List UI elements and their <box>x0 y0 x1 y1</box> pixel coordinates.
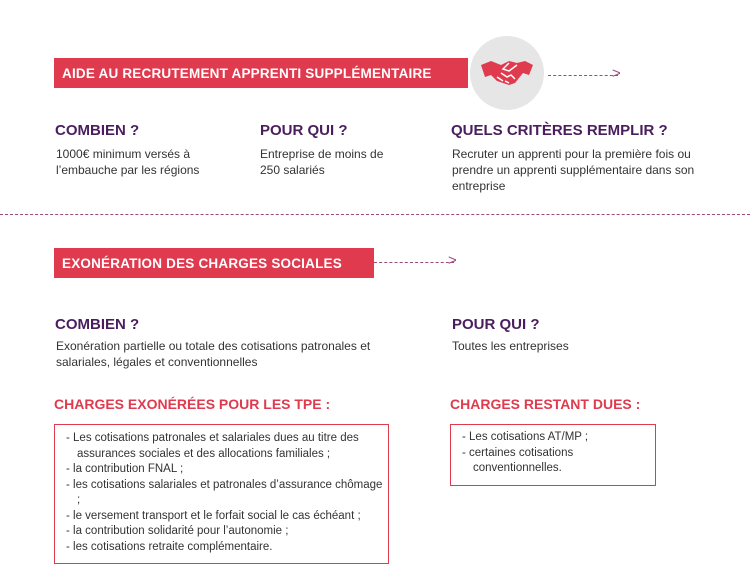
handshake-icon <box>479 53 535 93</box>
pour-qui-heading: POUR QUI ? <box>260 122 348 139</box>
handshake-icon-circle <box>470 36 544 110</box>
recruitment-aid-banner-label: AIDE AU RECRUTEMENT APPRENTI SUPPLÉMENTAIRE <box>62 65 432 81</box>
banner-arrow-line-2 <box>374 262 454 263</box>
section-separator <box>0 214 750 215</box>
social-charges-banner-label: EXONÉRATION DES CHARGES SOCIALES <box>62 255 342 271</box>
chevron-right-icon: > <box>612 65 621 82</box>
remaining-charges-box <box>450 424 656 486</box>
combien-text: 1000€ minimum versés à l’embauche par les régions <box>56 147 200 177</box>
combien-heading-2: COMBIEN ? <box>55 316 140 333</box>
criteres-text: Recruter un apprenti pour la première fois ou prendre un apprenti supplémentaire dans son entreprise <box>452 147 695 193</box>
list-item: - les cotisations retraite complémentaire. <box>66 540 273 553</box>
list-item: - Les cotisations AT/MP ; <box>462 431 589 443</box>
banner-arrow-line <box>548 75 618 76</box>
exonerated-charges-title: CHARGES EXONÉRÉES POUR LES TPE : <box>54 396 331 412</box>
list-item: - le versement transport et le forfait social le cas échéant ; <box>66 509 361 522</box>
social-charges-banner <box>54 248 374 278</box>
exonerated-charges-list <box>55 431 388 555</box>
list-item: - Les cotisations patronales et salariales dues au titre des assurances sociales et des allocations familiales ; <box>66 432 359 460</box>
list-item: - certaines cotisations conventionnelles. <box>462 446 574 474</box>
pour-qui-heading-2: POUR QUI ? <box>452 316 540 333</box>
combien-heading: COMBIEN ? <box>55 122 140 139</box>
pour-qui-text-2: Toutes les entreprises <box>452 339 569 353</box>
combien-text-2: Exonération partielle ou totale des cotisations patronales et salariales, légales et conventionnelles <box>56 339 371 369</box>
recruitment-aid-banner <box>54 58 468 88</box>
remaining-charges-title: CHARGES RESTANT DUES : <box>450 396 641 412</box>
remaining-charges-list <box>451 430 655 477</box>
list-item: - la contribution FNAL ; <box>66 463 184 475</box>
pour-qui-text: Entreprise de moins de 250 salariés <box>260 147 384 177</box>
exonerated-charges-box <box>54 424 389 564</box>
criteres-heading: QUELS CRITÈRES REMPLIR ? <box>451 122 668 139</box>
list-item: - la contribution solidarité pour l’autonomie ; <box>66 525 289 537</box>
chevron-right-icon-2: > <box>448 252 457 269</box>
list-item: - les cotisations salariales et patronales d’assurance chômage ; <box>66 478 383 506</box>
